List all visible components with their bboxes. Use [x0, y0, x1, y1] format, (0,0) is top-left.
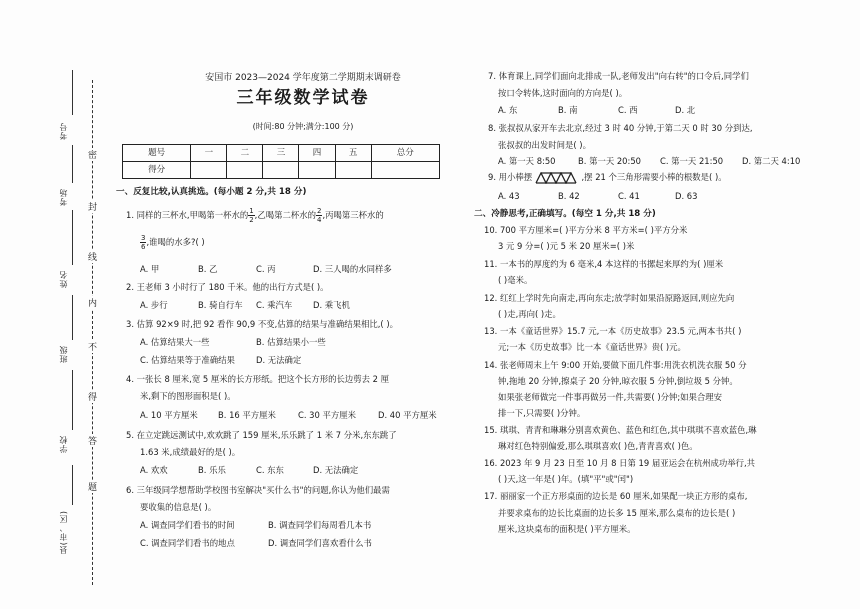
option-b[interactable]: B. 乙: [198, 264, 218, 274]
score-cell: 总分: [371, 145, 439, 162]
margin-label-county: 县(市、区): [59, 510, 68, 555]
option-c[interactable]: C. 估算结果等于准确结果: [140, 355, 235, 365]
option-c[interactable]: C. 乘汽车: [256, 300, 293, 310]
question-7-stem: 7. 体育课上,同学们面向北排成一队,老师发出"向右转"的口令后,同学们: [488, 71, 749, 81]
question-17-line3[interactable]: 厘米,这块桌布的面积是( )平方厘米。: [498, 524, 636, 534]
option-a[interactable]: A. 43: [498, 191, 520, 201]
option-c[interactable]: C. 第一天 21:50: [660, 156, 724, 166]
fraction-numerator: 1: [249, 207, 254, 215]
question-17-line1: 17. 丽丽家一个正方形桌面的边长是 60 厘米,如果配一块正方形的桌布,: [484, 491, 748, 501]
seal-char: 题: [87, 480, 98, 493]
score-table-score-row: [123, 162, 440, 179]
seal-char: 不: [87, 340, 98, 353]
score-table-header-row: [123, 145, 440, 162]
fraction-numerator: 2: [316, 207, 322, 215]
option-d[interactable]: D. 北: [675, 105, 696, 115]
margin-label-name: 姓名: [59, 270, 68, 288]
option-c[interactable]: C. 东东: [256, 465, 284, 475]
option-b[interactable]: B. 骑自行车: [198, 300, 243, 310]
seal-char: 封: [87, 200, 98, 213]
margin-label-exam-number: 考号: [59, 122, 68, 140]
score-input-cell[interactable]: [191, 162, 227, 179]
q9-text: 9. 用小棒摆: [488, 172, 533, 182]
question-1-stem-line2: [140, 234, 205, 251]
binding-margin: [58, 70, 118, 590]
option-a[interactable]: A. 第一天 8:50: [498, 156, 556, 166]
time-info: (时间:80 分钟;满分:100 分): [252, 122, 354, 131]
option-b[interactable]: B. 估算结果小一些: [256, 337, 326, 347]
option-d[interactable]: D. 三人喝的水同样多: [313, 264, 392, 274]
class-field[interactable]: [72, 295, 73, 340]
question-15-line2[interactable]: 琳对红色特别偏爱,那么琪琪喜欢( )色,青青喜欢( )色。: [498, 441, 698, 451]
question-5-stem: 5. 在立定跳远测试中,欢欢跳了 159 厘米,乐乐跳了 1 米 7 分米,东东跳了: [126, 430, 397, 440]
question-12-line2[interactable]: ( )走,再向( )走。: [498, 309, 561, 319]
question-11-line1[interactable]: 11. 一本书的厚度约为 6 毫米,4 本这样的书摞起来厚约为( )厘米: [484, 259, 724, 269]
q1-text: ,丙喝第三杯水的: [322, 210, 384, 220]
option-b[interactable]: B. 南: [558, 105, 578, 115]
score-input-cell[interactable]: [227, 162, 263, 179]
score-input-cell[interactable]: [263, 162, 299, 179]
question-8-stem: 8. 张叔叔从家开车去北京,经过 3 时 40 分钟,于第二天 0 时 30 分到达,: [488, 123, 753, 133]
q1-text: 1. 同样的三杯水,甲喝第一杯水的: [126, 210, 249, 220]
score-cell: 一: [191, 145, 227, 162]
question-10-line2[interactable]: 3 元 9 分=( )元 5 米 20 厘米=( )米: [498, 241, 635, 251]
question-1-stem: [126, 207, 384, 224]
question-13-line1[interactable]: 13. 一本《童话世界》15.7 元,一本《历史故事》23.5 元,两本书共( ): [484, 326, 742, 336]
option-a[interactable]: A. 步行: [140, 300, 168, 310]
option-a[interactable]: A. 调查同学们看书的时间: [140, 520, 235, 530]
question-14-line4[interactable]: 排一下,只需要( )分钟。: [498, 408, 586, 418]
q1-text: ,谁喝的水多?( ): [146, 237, 205, 247]
question-7-stem-line2: 按口令转体,这时面向的方向是( )。: [498, 88, 628, 98]
section-1-heading: 一、反复比较,认真挑选。(每小题 2 分,共 18 分): [116, 187, 307, 197]
fraction-denominator: 4: [316, 216, 322, 224]
question-14-line3[interactable]: 如果张老师做完一件事再做另一件,共需要( )分钟;如果合理安: [498, 392, 723, 402]
question-9-stem: [488, 171, 727, 184]
score-cell: 二: [227, 145, 263, 162]
question-14-line1: 14. 张老师周末上午 9:00 开始,要做下面几件事:用洗衣机洗衣服 50 分: [484, 360, 747, 370]
option-d[interactable]: D. 乘飞机: [313, 300, 350, 310]
page-title: 三年级数学试卷: [236, 88, 370, 108]
triangle-sticks-icon: [535, 172, 579, 184]
exam-number-field[interactable]: [72, 70, 73, 115]
option-a[interactable]: A. 欢欢: [140, 465, 168, 475]
question-2-stem: 2. 王老师 3 小时行了 180 千米。他的出行方式是( )。: [126, 282, 329, 292]
score-cell: 四: [299, 145, 335, 162]
fraction-denominator: 2: [249, 216, 254, 224]
option-a[interactable]: A. 甲: [140, 264, 160, 274]
score-input-cell[interactable]: [335, 162, 371, 179]
question-3-stem: 3. 估算 92×9 时,把 92 看作 90,9 不变,估算的结果与准确结果相比,( )。: [126, 319, 398, 329]
question-17-line2[interactable]: 并要求桌布的边长比桌面的边长多 15 厘米,那么桌布的边长是( ): [498, 508, 736, 518]
question-12-line1: 12. 红红上学时先向南走,再向东走;放学时如果沿原路返回,则应先向: [484, 293, 735, 303]
score-cell: 五: [335, 145, 371, 162]
option-a[interactable]: A. 10 平方厘米: [140, 410, 198, 420]
question-16-line2[interactable]: ( )天,这一年是( )年。(填"平"或"闰"): [498, 474, 634, 484]
option-d[interactable]: D. 63: [675, 191, 698, 201]
score-table: [122, 144, 440, 179]
option-b[interactable]: B. 第一天 20:50: [578, 156, 641, 166]
option-a[interactable]: A. 估算结果大一些: [140, 337, 210, 347]
option-a[interactable]: A. 东: [498, 105, 518, 115]
question-4-stem: 4. 一张长 8 厘米,宽 5 厘米的长方形纸。把这个长方形的长边剪去 2 厘: [126, 374, 390, 384]
question-6-stem-line2: 要收集的信息是( )。: [140, 502, 217, 512]
seal-char: 答: [87, 434, 98, 447]
option-b[interactable]: B. 调查同学们每周看几本书: [268, 520, 372, 530]
option-c[interactable]: C. 丙: [256, 264, 276, 274]
option-b[interactable]: B. 乐乐: [198, 465, 226, 475]
option-c[interactable]: C. 41: [618, 191, 640, 201]
question-13-line2[interactable]: 元;一本《历史故事》比一本《童话世界》贵( )元。: [498, 342, 686, 352]
question-10-line1[interactable]: 10. 700 平方厘米=( )平方分米 8 平方米=( )平方分米: [484, 225, 688, 235]
option-c[interactable]: C. 30 平方厘米: [298, 410, 356, 420]
score-cell: 三: [263, 145, 299, 162]
exam-room-field[interactable]: [72, 145, 73, 183]
exam-subtitle: 安国市 2023—2024 学年度第二学期期末调研卷: [205, 73, 401, 83]
option-d[interactable]: D. 无法确定: [256, 355, 302, 365]
question-15-line1: 15. 琪琪、青青和琳琳分别喜欢黄色、蓝色和红色,其中琪琪不喜欢蓝色,琳: [484, 425, 757, 435]
q1-text: ,乙喝第二杯水的: [254, 210, 316, 220]
score-cell: 得分: [123, 162, 191, 179]
question-14-line2: 钟,拖地 20 分钟,擦桌子 20 分钟,晾衣服 5 分钟,倒垃圾 5 分钟。: [498, 376, 738, 386]
seal-char: 得: [87, 390, 98, 403]
question-4-stem-line2: 米,剩下的图形面积是( )。: [140, 391, 236, 401]
fraction-denominator: 6: [141, 243, 146, 251]
option-d[interactable]: D. 40 平方厘米: [378, 410, 437, 420]
fraction-numerator: 3: [141, 234, 146, 242]
section-2-heading: 二、冷静思考,正确填写。(每空 1 分,共 18 分): [474, 209, 656, 219]
school-field[interactable]: [72, 370, 73, 430]
option-b[interactable]: B. 42: [558, 191, 580, 201]
score-input-cell[interactable]: [299, 162, 335, 179]
option-c[interactable]: C. 调查同学们看书的地点: [140, 538, 235, 548]
option-c[interactable]: C. 西: [618, 105, 638, 115]
question-5-stem-line2: 1.63 米,成绩最好的是( )。: [140, 447, 241, 457]
option-b[interactable]: B. 16 平方厘米: [218, 410, 276, 420]
seal-char: 线: [87, 250, 98, 263]
option-d[interactable]: D. 无法确定: [313, 465, 359, 475]
margin-label-school: 学校: [59, 435, 68, 453]
score-cell: 题号: [123, 145, 191, 162]
q9-text: ,摆 21 个三角形需要小棒的根数是( )。: [581, 172, 727, 182]
question-16-line1: 16. 2023 年 9 月 23 日至 10 月 8 日第 19 届亚运会在杭州成功举行,共: [484, 458, 755, 468]
margin-label-class: 班级: [59, 345, 68, 363]
question-11-line2[interactable]: ( )毫米。: [498, 275, 533, 285]
option-d[interactable]: D. 第二天 4:10: [742, 156, 801, 166]
question-8-stem-line2: 张叔叔的出发时间是( )。: [498, 140, 591, 150]
question-6-stem: 6. 三年级同学想帮助学校图书室解决"买什么书"的问题,你认为他们最需: [126, 485, 390, 495]
score-input-cell[interactable]: [371, 162, 439, 179]
name-field[interactable]: [72, 210, 73, 265]
margin-label-exam-room: 考场: [59, 188, 68, 206]
county-field[interactable]: [72, 465, 73, 505]
seal-char: 内: [87, 296, 98, 309]
option-d[interactable]: D. 调查同学们喜欢看什么书: [268, 538, 372, 548]
seal-char: 密: [87, 148, 98, 161]
